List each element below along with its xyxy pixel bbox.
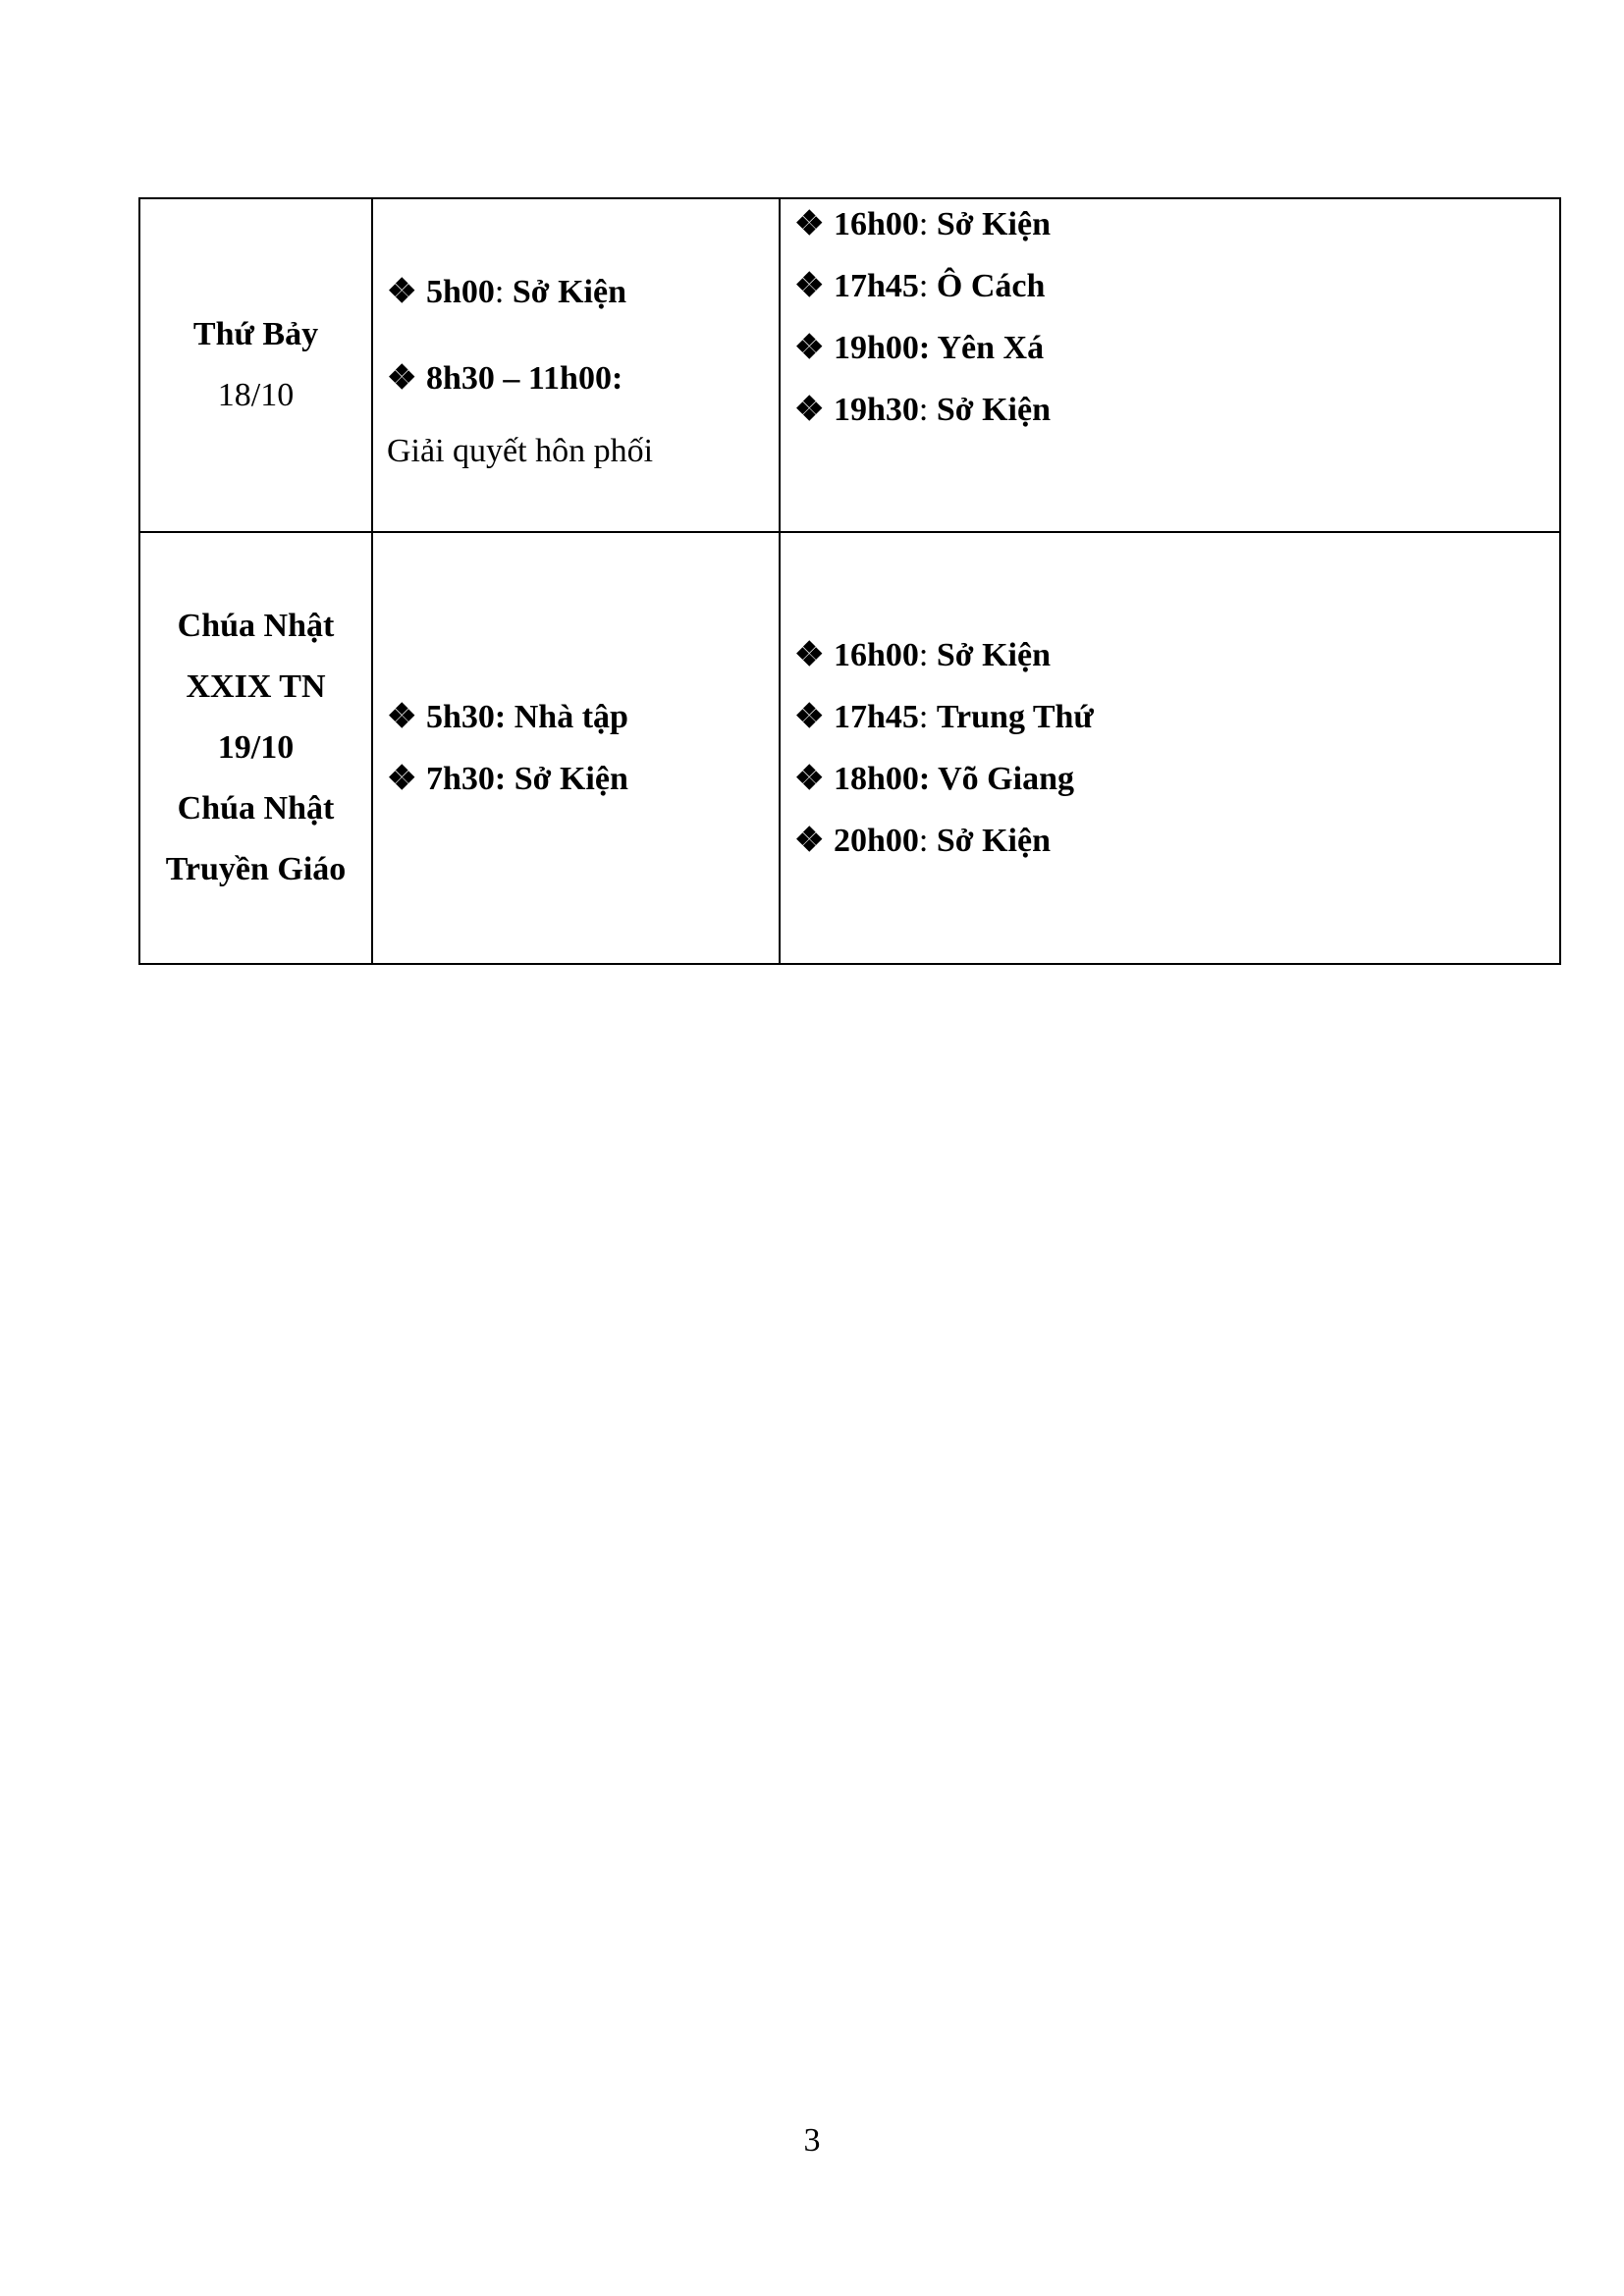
event-time: 17h45 [834,699,919,735]
event-place: Trung Thứ [936,699,1094,735]
schedule-item [794,624,1559,686]
schedule-item [387,336,779,422]
event-time: 8h30 – 11h00: [426,360,623,397]
schedule-table [138,197,1561,965]
morning-cell-sunday [372,532,780,964]
event-time: 20h00 [834,823,919,859]
day-label: Truyền Giáo [165,851,347,887]
evening-cell-saturday [780,198,1560,532]
schedule-item [794,317,1559,379]
diamond-bullet-icon: ❖ [794,392,825,428]
event-place: Ô Cách [936,268,1046,304]
event-time: 16h00 [834,206,919,242]
event-time: 17h45 [834,268,919,304]
diamond-bullet-icon: ❖ [794,637,825,673]
diamond-bullet-icon: ❖ [794,268,825,304]
event-time: 16h00 [834,637,919,673]
schedule-item [794,379,1559,441]
day-date: 18/10 [217,377,295,413]
day-label: Thứ Bảy [192,316,319,352]
schedule-item [794,686,1559,748]
schedule-item [794,255,1559,317]
page-number: 3 [803,2122,821,2159]
event-place: Sở Kiện [936,823,1052,859]
event-time: 5h00 [426,274,495,310]
event-place: Sở Kiện [936,392,1052,428]
event-separator: : [918,637,937,673]
diamond-bullet-icon: ❖ [387,360,417,397]
event-time: 5h30: Nhà tập [426,699,628,735]
day-cell-saturday [139,198,372,532]
schedule-item [387,249,779,336]
event-place: Sở Kiện [936,206,1052,242]
evening-cell-sunday [780,532,1560,964]
day-label: Chúa Nhật [177,608,335,644]
diamond-bullet-icon: ❖ [387,274,417,310]
event-time: 18h00: Võ Giang [834,761,1074,797]
diamond-bullet-icon: ❖ [794,823,825,859]
diamond-bullet-icon: ❖ [387,699,417,735]
event-place: Sở Kiện [936,637,1052,673]
diamond-bullet-icon: ❖ [794,699,825,735]
day-label: XXIX TN [186,668,326,705]
day-label: Chúa Nhật [177,790,335,827]
event-time: 19h30 [834,392,919,428]
schedule-item [794,748,1559,810]
diamond-bullet-icon: ❖ [794,206,825,242]
event-time: 19h00: Yên Xá [834,330,1045,366]
schedule-item [387,748,779,810]
event-separator: : [918,699,937,735]
diamond-bullet-icon: ❖ [387,761,417,797]
morning-cell-saturday [372,198,780,532]
diamond-bullet-icon: ❖ [794,330,825,366]
schedule-item [794,810,1559,872]
event-separator: : [918,206,937,242]
table-row-sunday [139,532,1560,964]
event-separator: : [918,823,937,859]
table-row-saturday [139,198,1560,532]
schedule-item [387,686,779,748]
schedule-item [794,193,1559,255]
event-separator: : [918,392,937,428]
day-cell-sunday [139,532,372,964]
event-separator: : [918,268,937,304]
event-place: Sở Kiện [512,274,627,310]
diamond-bullet-icon: ❖ [794,761,825,797]
event-note: Giải quyết hôn phối [387,433,654,469]
event-separator: : [494,274,513,310]
day-date: 19/10 [217,729,295,766]
event-time: 7h30: Sở Kiện [426,761,628,797]
